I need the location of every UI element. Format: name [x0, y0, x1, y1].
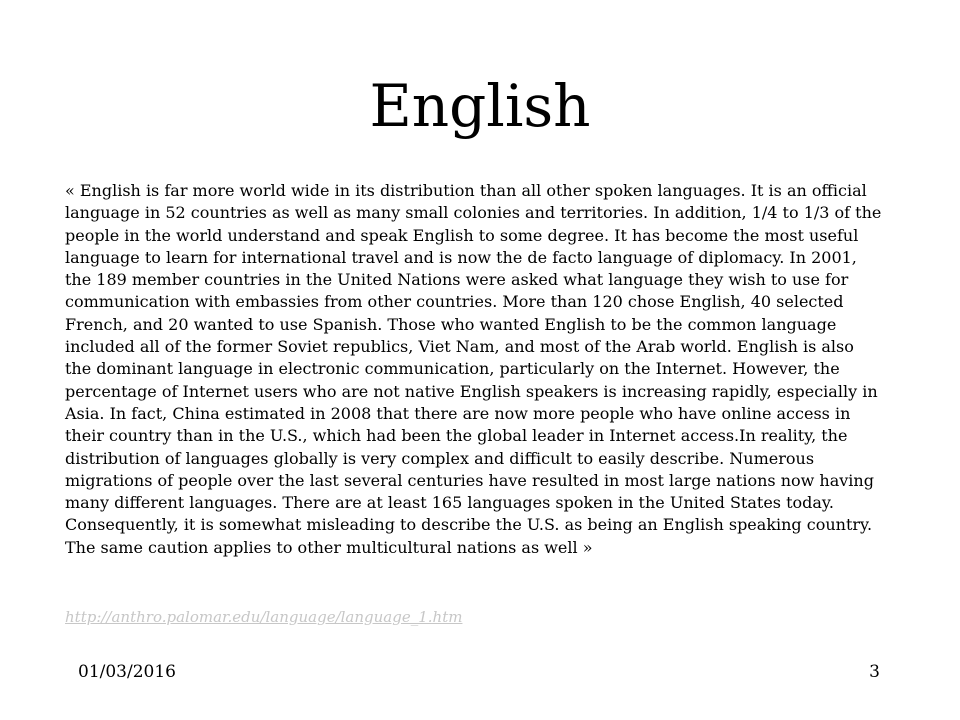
quote-body: « English is far more world wide in its distribution than all other spoken languages. It is an official language in 52 countries as well as many small colonies and territories. In addition, 1/4 to 1/3 of the people in the world understand and speak English to some degree. It has become the most useful language to learn for international travel and is now the de facto language of diplomacy. In 2001, the 189 member countries in the United Nations were asked what language they wish to use for communication with embassies from other countries. More than 120 chose English, 40 selected French, and 20 wanted to use Spanish. Those who wanted English to be the common language included all of the former Soviet republics, Viet Nam, and most of the Arab world. English is also the dominant language in electronic communication, particularly on the Internet. However, the percentage of Internet users who are not native English speakers is increasing rapidly, especially in Asia. In fact, China estimated in 2008 that there are now more people who have online access in their country than in the U.S., which had been the global leader in Internet access.In reality, the distribution of languages globally is very complex and difficult to easily describe. Numerous migrations of people over the last several centuries have resulted in most large nations now having many different languages. There are at least 165 languages spoken in the United States today. Consequently, it is somewhat misleading to describe the U.S. as being an English speaking country. The same caution applies to other multicultural nations as well »: [65, 181, 882, 557]
source-link[interactable]: http://anthro.palomar.edu/language/language_1.htm: [65, 608, 463, 626]
footer-date: 01/03/2016: [78, 662, 176, 682]
slide-title: English: [369, 72, 591, 140]
page-number: 3: [869, 662, 880, 682]
